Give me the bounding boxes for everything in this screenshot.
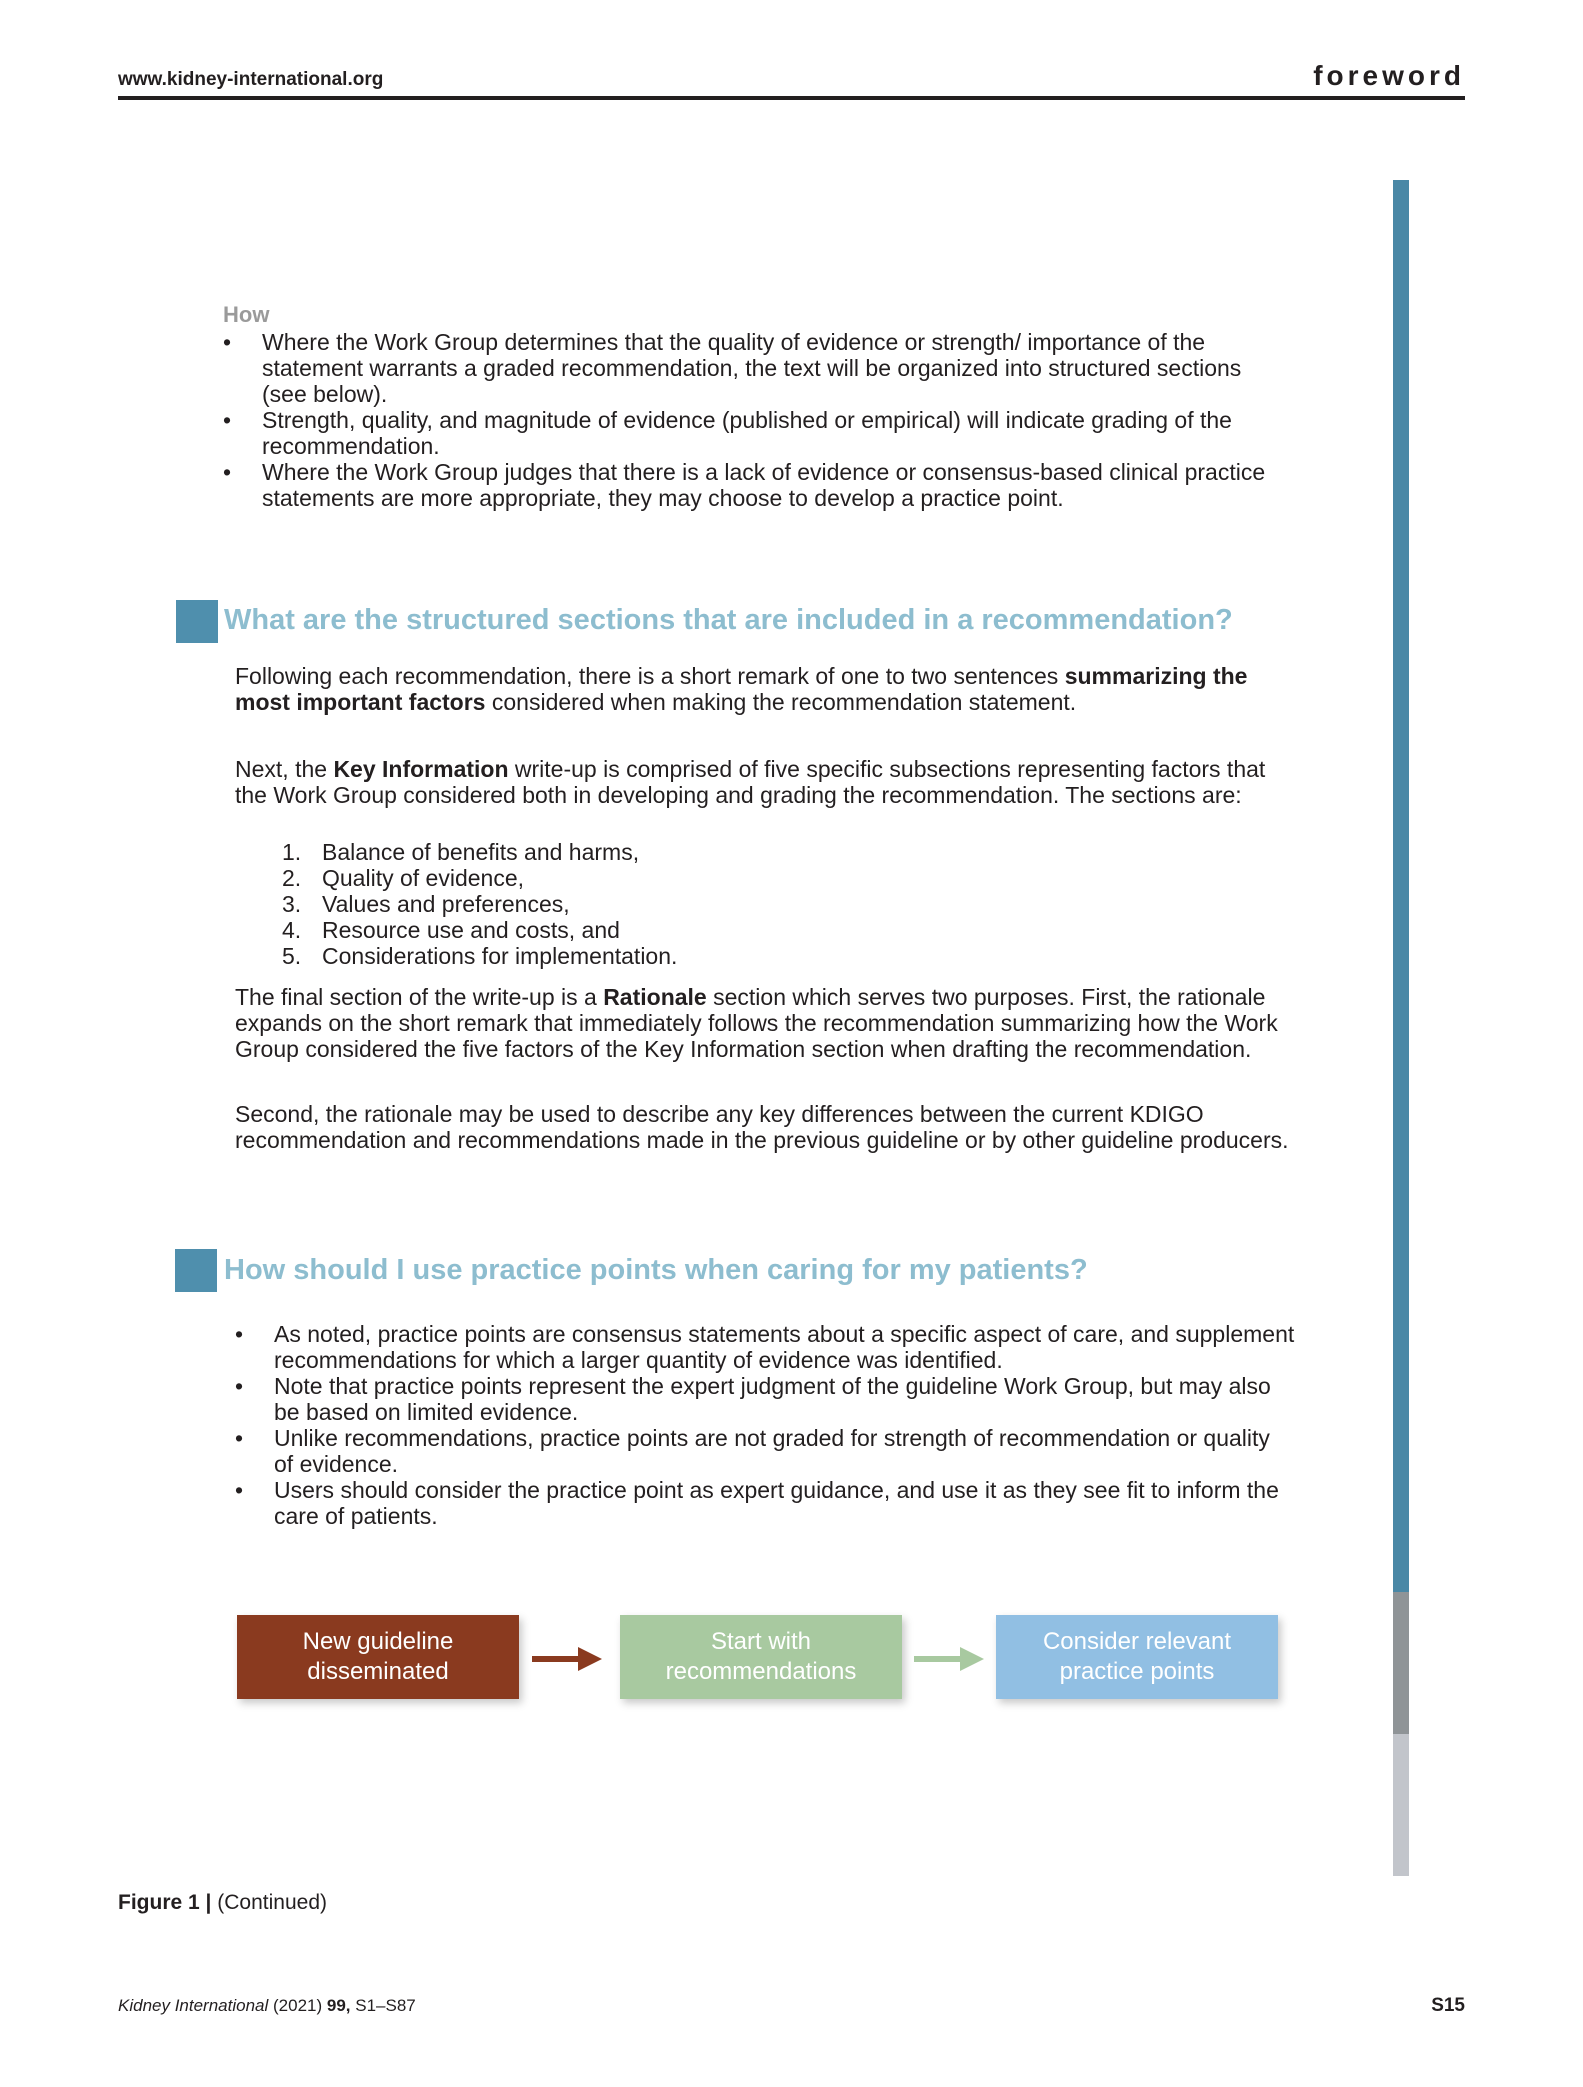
flow-box-label: practice points — [1059, 1658, 1215, 1685]
list-item: • As noted, practice points are consensus statements about a specific aspect of care, and supplement recommendations for which a larger quantity of evidence was identified. — [235, 1321, 1295, 1373]
flow-box-label: Consider relevant — [1042, 1628, 1232, 1655]
list-item: • Unlike recommendations, practice points are not graded for strength of recommendation or quality of evidence. — [235, 1425, 1295, 1477]
sidebar-bar-gray — [1393, 1592, 1409, 1734]
list-text: Quality of evidence, — [322, 865, 525, 891]
paragraph-text: considered when making the recommendation statement. — [485, 689, 1077, 715]
key-information-subsections-list — [282, 839, 1182, 969]
list-text: Considerations for implementation. — [322, 943, 678, 969]
section-marker-square — [176, 600, 218, 643]
list-text: Balance of benefits and harms, — [322, 839, 640, 865]
flow-box-label: recommendations — [665, 1658, 857, 1685]
paragraph-rationale-second: Second, the rationale may be used to describe any key differences between the current KDIGO recommendation and recommendations made in the previous guideline or by other guideline producers. — [235, 1101, 1289, 1153]
list-number: 2. — [282, 865, 302, 891]
flow-box-start-with-recommendations — [620, 1615, 902, 1699]
list-item — [282, 839, 1182, 865]
flow-arrow-1 — [532, 1647, 604, 1671]
list-item: • Note that practice points represent the expert judgment of the guideline Work Group, but may also be based on limited evidence. — [235, 1373, 1295, 1425]
journal-year: (2021) — [273, 1996, 323, 2015]
paragraph-text: section which serves two purposes. First, the rationale expands on the short remark that immediately follows the recommendation summarizing how the Work Group considered the five factors of the Key Information section when drafting the recommendation. — [235, 984, 1278, 1062]
list-item: • Where the Work Group determines that the quality of evidence or strength/ importance of the statement warrants a graded recommendation, the text will be organized into structured sections (see below). — [223, 329, 1273, 407]
list-item — [282, 891, 1182, 917]
flow-box-label: New guideline — [302, 1628, 454, 1655]
journal-volume: 99, — [326, 1996, 351, 2015]
journal-name: Kidney International — [118, 1996, 269, 2015]
section-heading-practice-points: How should I use practice points when caring for my patients? — [224, 1254, 1088, 1286]
flow-box-new-guideline — [237, 1615, 519, 1699]
paragraph-text: Next, the — [235, 756, 334, 782]
paragraph-text: Following each recommendation, there is a short remark of one to two sentences — [235, 663, 1065, 689]
flow-box-consider-practice-points — [996, 1615, 1278, 1699]
footer-citation — [118, 1996, 416, 2016]
list-number: 4. — [282, 917, 302, 943]
flow-arrow-2 — [914, 1647, 986, 1671]
list-text: Resource use and costs, and — [322, 917, 620, 943]
paragraph-rationale — [235, 984, 1295, 1062]
paragraph-key-information — [235, 756, 1295, 808]
how-label: How — [223, 302, 270, 327]
section-tag: foreword — [1313, 60, 1465, 91]
list-item — [282, 865, 1182, 891]
caption-text: (Continued) — [217, 1891, 327, 1914]
list-item: • Strength, quality, and magnitude of evidence (published or empirical) will indicate grading of the recommendation. — [223, 407, 1273, 459]
practice-points-bullet-list — [235, 1321, 1295, 1529]
figure-caption — [118, 1891, 327, 1915]
paragraph-emphasis: Key Information — [333, 756, 509, 782]
list-text: Values and preferences, — [322, 891, 570, 917]
list-number: 1. — [282, 839, 302, 865]
flow-box-label: Start with — [710, 1628, 811, 1655]
list-item: • Where the Work Group judges that there is a lack of evidence or consensus-based clinical practice statements are more appropriate, they may choose to develop a practice point. — [223, 459, 1273, 511]
flow-box-label: disseminated — [307, 1658, 449, 1685]
paragraph-emphasis: Rationale — [603, 984, 707, 1010]
site-url: www.kidney-international.org — [118, 69, 384, 90]
journal-pages: S1–S87 — [355, 1996, 416, 2015]
page-number: S15 — [1431, 1995, 1465, 2016]
sidebar-bar-blue — [1393, 180, 1409, 1592]
header-rule — [118, 96, 1465, 100]
how-bullet-list — [223, 329, 1273, 511]
paragraph-text: The final section of the write-up is a — [235, 984, 604, 1010]
list-item — [282, 943, 1182, 969]
sidebar-bar-light — [1393, 1734, 1409, 1876]
paragraph-summary-remark — [235, 663, 1295, 715]
section-heading-structured: What are the structured sections that are included in a recommendation? — [224, 604, 1233, 636]
list-item — [282, 917, 1182, 943]
figure-label: Figure 1 — [118, 1891, 200, 1914]
section-marker-square — [175, 1249, 217, 1292]
list-number: 3. — [282, 891, 302, 917]
list-number: 5. — [282, 943, 302, 969]
paragraph-text: write-up is comprised of five specific subsections representing factors that the Work Group considered both in developing and grading the recommendation. The sections are: — [235, 756, 1266, 808]
list-item: • Users should consider the practice point as expert guidance, and use it as they see fit to inform the care of patients. — [235, 1477, 1295, 1529]
caption-separator: | — [205, 1891, 212, 1914]
paragraph-emphasis: summarizing the most important factors — [235, 663, 1248, 715]
